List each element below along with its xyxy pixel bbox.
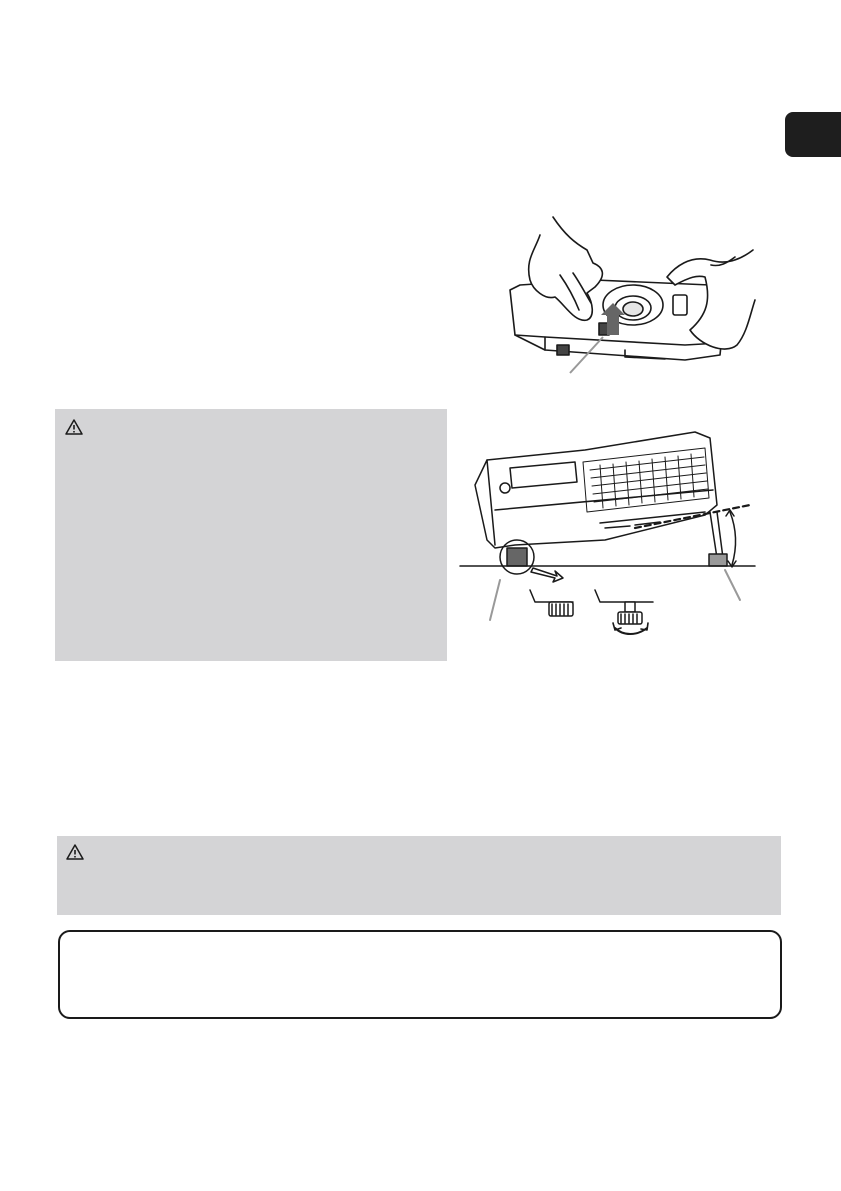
adjuster-feet-illustration xyxy=(455,420,765,645)
caution-box-lower xyxy=(57,836,781,915)
warning-triangle-icon xyxy=(66,844,84,860)
language-tab xyxy=(785,112,841,157)
warning-triangle-icon xyxy=(65,419,83,435)
note-box xyxy=(58,930,782,1019)
caution-box-upper xyxy=(55,409,447,661)
projector-lift-illustration xyxy=(475,205,775,385)
